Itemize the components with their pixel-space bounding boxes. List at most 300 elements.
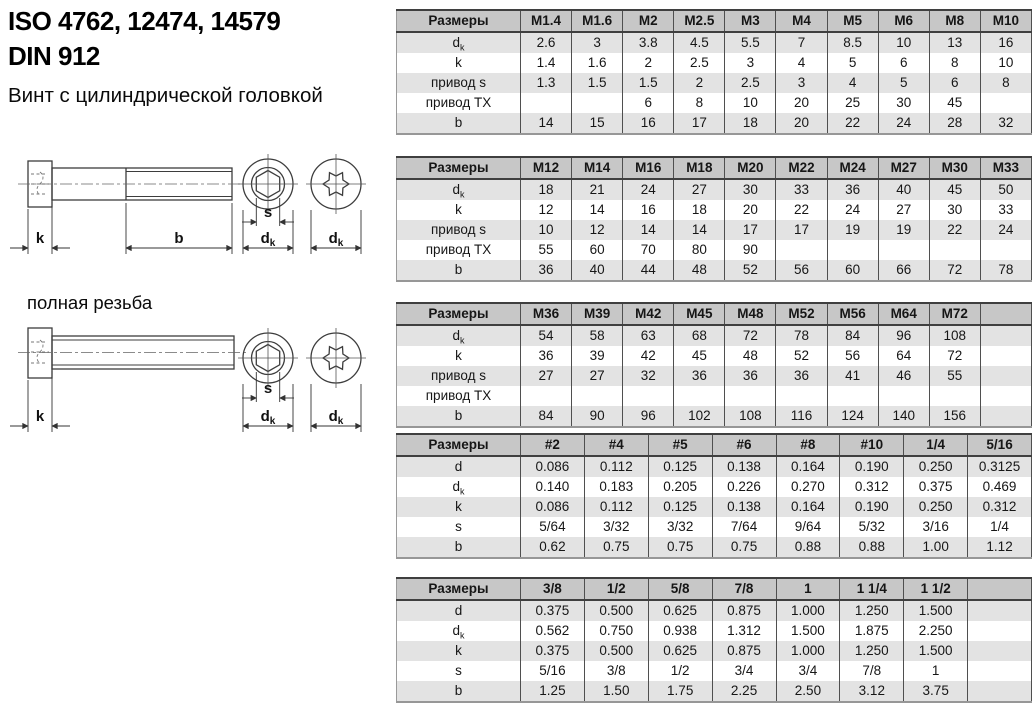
value-cell: 10 (980, 53, 1031, 73)
value-cell: 0.226 (712, 477, 776, 497)
value-cell (980, 386, 1031, 406)
value-cell: 3/4 (776, 661, 840, 681)
value-cell: 5.5 (725, 32, 776, 53)
row-label: привод TX (397, 386, 521, 406)
value-cell: 2 (623, 53, 674, 73)
value-cell: 1/4 (968, 517, 1032, 537)
table-corner-header: Размеры (397, 303, 521, 325)
value-cell (572, 386, 623, 406)
value-cell: 2.5 (674, 53, 725, 73)
column-header: M5 (827, 10, 878, 32)
value-cell: 0.88 (840, 537, 904, 558)
value-cell: 1.5 (623, 73, 674, 93)
column-header: M1.4 (521, 10, 572, 32)
value-cell: 0.270 (776, 477, 840, 497)
value-cell: 3 (776, 73, 827, 93)
value-cell: 0.938 (648, 621, 712, 641)
row-label: s (397, 661, 521, 681)
value-cell: 36 (521, 346, 572, 366)
value-cell: 2.250 (904, 621, 968, 641)
screw-shank (52, 336, 234, 369)
value-cell: 45 (929, 179, 980, 200)
column-header: M52 (776, 303, 827, 325)
value-cell: 6 (623, 93, 674, 113)
value-cell: 1.6 (572, 53, 623, 73)
column-header: M64 (878, 303, 929, 325)
value-cell: 1.312 (712, 621, 776, 641)
value-cell: 0.125 (648, 497, 712, 517)
column-header (980, 303, 1031, 325)
value-cell: 17 (776, 220, 827, 240)
value-cell: 7 (776, 32, 827, 53)
value-cell: 2.25 (712, 681, 776, 702)
dim-label-dk: $d_k$ (260, 408, 276, 427)
value-cell: 45 (674, 346, 725, 366)
value-cell (572, 93, 623, 113)
column-header: M2.5 (674, 10, 725, 32)
value-cell: 16 (623, 200, 674, 220)
value-cell: 21 (572, 179, 623, 200)
value-cell: 24 (980, 220, 1031, 240)
row-label: d (397, 456, 521, 477)
value-cell: 0.875 (712, 600, 776, 621)
value-cell: 96 (623, 406, 674, 427)
value-cell: 41 (827, 366, 878, 386)
value-cell: 0.138 (712, 456, 776, 477)
value-cell: 72 (929, 260, 980, 281)
value-cell: 1.000 (776, 600, 840, 621)
value-cell: 3/32 (648, 517, 712, 537)
row-label: $d_k$ (397, 621, 521, 641)
value-cell: 0.125 (648, 456, 712, 477)
table-metric-m1_4-m10 (396, 9, 1032, 135)
din-number: DIN 912 (8, 41, 100, 72)
value-cell: 17 (674, 113, 725, 134)
value-cell: 1.4 (521, 53, 572, 73)
value-cell: 68 (674, 325, 725, 346)
column-header: 5/8 (648, 578, 712, 600)
column-header: M33 (980, 157, 1031, 179)
value-cell: 27 (878, 200, 929, 220)
screw-drawing-full-thread (6, 318, 392, 460)
value-cell: 27 (521, 366, 572, 386)
value-cell: 10 (878, 32, 929, 53)
value-cell: 90 (725, 240, 776, 260)
value-cell: 0.205 (648, 477, 712, 497)
column-header: M72 (929, 303, 980, 325)
column-header: 1 (776, 578, 840, 600)
row-label: b (397, 406, 521, 427)
screw-drawing-partial-thread (6, 146, 392, 272)
value-cell: 1.5 (572, 73, 623, 93)
value-cell: 0.750 (584, 621, 648, 641)
column-header: 3/8 (521, 578, 585, 600)
column-header: #5 (648, 434, 712, 456)
value-cell: 18 (674, 200, 725, 220)
value-cell: 90 (572, 406, 623, 427)
value-cell: 32 (980, 113, 1031, 134)
value-cell: 102 (674, 406, 725, 427)
value-cell: 32 (623, 366, 674, 386)
value-cell: 108 (929, 325, 980, 346)
value-cell: 0.375 (521, 641, 585, 661)
column-header: M39 (572, 303, 623, 325)
value-cell: 1.250 (840, 600, 904, 621)
screw-head-side (28, 328, 52, 378)
value-cell: 44 (623, 260, 674, 281)
value-cell (980, 366, 1031, 386)
value-cell: 22 (929, 220, 980, 240)
column-header: M16 (623, 157, 674, 179)
column-header: 1/4 (904, 434, 968, 456)
value-cell: 2 (674, 73, 725, 93)
table-row (397, 497, 1032, 517)
value-cell: 0.190 (840, 456, 904, 477)
value-cell: 36 (521, 260, 572, 281)
value-cell: 24 (878, 113, 929, 134)
column-header: M14 (572, 157, 623, 179)
value-cell: 20 (725, 200, 776, 220)
value-cell (827, 386, 878, 406)
value-cell: 48 (725, 346, 776, 366)
value-cell: 3.75 (904, 681, 968, 702)
table-row (397, 366, 1032, 386)
row-label: $d_k$ (397, 477, 521, 497)
row-label: s (397, 517, 521, 537)
value-cell: 12 (521, 200, 572, 220)
socket-hidden-lines (31, 340, 49, 364)
column-header: #8 (776, 434, 840, 456)
value-cell: 1 (904, 661, 968, 681)
value-cell: 0.190 (840, 497, 904, 517)
value-cell: 0.312 (840, 477, 904, 497)
value-cell: 33 (776, 179, 827, 200)
value-cell: 40 (878, 179, 929, 200)
value-cell: 56 (827, 346, 878, 366)
value-cell: 80 (674, 240, 725, 260)
value-cell: 58 (572, 325, 623, 346)
value-cell: 1.875 (840, 621, 904, 641)
value-cell: 6 (878, 53, 929, 73)
table-row (397, 661, 1032, 681)
value-cell: 124 (827, 406, 878, 427)
value-cell: 8 (674, 93, 725, 113)
value-cell: 0.086 (521, 497, 585, 517)
value-cell: 4.5 (674, 32, 725, 53)
table-corner-header: Размеры (397, 434, 521, 456)
table-inch-3_8-1_1_2 (396, 577, 1032, 703)
value-cell: 36 (674, 366, 725, 386)
value-cell: 22 (776, 200, 827, 220)
crosshair (238, 328, 298, 388)
value-cell: 36 (776, 366, 827, 386)
table-metric-m12-m33 (396, 156, 1032, 282)
table-inch-no2-5_16 (396, 433, 1032, 559)
value-cell: 52 (725, 260, 776, 281)
column-header: M2 (623, 10, 674, 32)
value-cell: 96 (878, 325, 929, 346)
column-header: M1.6 (572, 10, 623, 32)
value-cell: 116 (776, 406, 827, 427)
row-label: k (397, 641, 521, 661)
value-cell (674, 386, 725, 406)
value-cell: 0.62 (521, 537, 585, 558)
value-cell: 5 (827, 53, 878, 73)
value-cell (929, 386, 980, 406)
value-cell: 70 (623, 240, 674, 260)
row-label: привод s (397, 73, 521, 93)
column-header: M6 (878, 10, 929, 32)
column-header: M45 (674, 303, 725, 325)
row-label: привод s (397, 220, 521, 240)
value-cell: 0.88 (776, 537, 840, 558)
column-header: #4 (584, 434, 648, 456)
value-cell (521, 386, 572, 406)
value-cell: 78 (980, 260, 1031, 281)
value-cell: 1.12 (968, 537, 1032, 558)
table-row (397, 517, 1032, 537)
row-label: b (397, 537, 521, 558)
value-cell (623, 386, 674, 406)
row-label: k (397, 497, 521, 517)
row-label: k (397, 200, 521, 220)
value-cell: 0.469 (968, 477, 1032, 497)
value-cell: 8 (980, 73, 1031, 93)
value-cell: 18 (725, 113, 776, 134)
value-cell: 72 (725, 325, 776, 346)
table-row (397, 456, 1032, 477)
value-cell (968, 621, 1032, 641)
column-header: M56 (827, 303, 878, 325)
value-cell: 45 (929, 93, 980, 113)
value-cell: 12 (572, 220, 623, 240)
row-label: привод TX (397, 240, 521, 260)
value-cell: 24 (623, 179, 674, 200)
table-row (397, 477, 1032, 497)
row-label: $d_k$ (397, 179, 521, 200)
value-cell: 1.500 (904, 600, 968, 621)
column-header: 7/8 (712, 578, 776, 600)
table-row (397, 32, 1032, 53)
table-row (397, 200, 1032, 220)
value-cell: 84 (521, 406, 572, 427)
value-cell (980, 346, 1031, 366)
value-cell: 84 (827, 325, 878, 346)
value-cell: 14 (521, 113, 572, 134)
row-label: k (397, 346, 521, 366)
value-cell: 19 (878, 220, 929, 240)
column-header: M20 (725, 157, 776, 179)
value-cell: 0.3125 (968, 456, 1032, 477)
table-row (397, 346, 1032, 366)
page-title (8, 4, 280, 74)
row-label: привод s (397, 366, 521, 386)
value-cell: 40 (572, 260, 623, 281)
value-cell: 10 (725, 93, 776, 113)
value-cell: 3/32 (584, 517, 648, 537)
column-header: M12 (521, 157, 572, 179)
table-row (397, 600, 1032, 621)
column-header: M27 (878, 157, 929, 179)
value-cell: 9/64 (776, 517, 840, 537)
value-cell: 18 (521, 179, 572, 200)
value-cell: 55 (929, 366, 980, 386)
table-corner-header: Размеры (397, 157, 521, 179)
value-cell: 8 (929, 53, 980, 73)
crosshair (306, 328, 366, 388)
value-cell: 52 (776, 346, 827, 366)
row-label: $d_k$ (397, 325, 521, 346)
value-cell: 1.3 (521, 73, 572, 93)
value-cell: 108 (725, 406, 776, 427)
value-cell: 0.75 (584, 537, 648, 558)
value-cell: 5/64 (521, 517, 585, 537)
value-cell (776, 240, 827, 260)
value-cell: 0.75 (648, 537, 712, 558)
value-cell: 0.140 (521, 477, 585, 497)
value-cell (827, 240, 878, 260)
column-header: M10 (980, 10, 1031, 32)
value-cell: 0.625 (648, 641, 712, 661)
row-label: $d_k$ (397, 32, 521, 53)
table-corner-header: Размеры (397, 578, 521, 600)
value-cell (980, 406, 1031, 427)
value-cell: 14 (623, 220, 674, 240)
value-cell: 4 (776, 53, 827, 73)
dim-label-k: k (35, 230, 45, 247)
value-cell: 64 (878, 346, 929, 366)
value-cell: 0.562 (521, 621, 585, 641)
value-cell: 0.375 (521, 600, 585, 621)
dim-label-s: s (263, 204, 273, 221)
value-cell: 15 (572, 113, 623, 134)
table-row (397, 240, 1032, 260)
value-cell: 39 (572, 346, 623, 366)
value-cell (725, 386, 776, 406)
value-cell: 140 (878, 406, 929, 427)
row-label: k (397, 53, 521, 73)
value-cell: 1.00 (904, 537, 968, 558)
dim-label-k: k (35, 408, 45, 425)
value-cell: 19 (827, 220, 878, 240)
table-row (397, 73, 1032, 93)
value-cell: 33 (980, 200, 1031, 220)
value-cell: 13 (929, 32, 980, 53)
value-cell (968, 661, 1032, 681)
column-header: M3 (725, 10, 776, 32)
value-cell: 48 (674, 260, 725, 281)
row-label: привод TX (397, 93, 521, 113)
value-cell (968, 681, 1032, 702)
value-cell (968, 641, 1032, 661)
value-cell: 1.500 (904, 641, 968, 661)
value-cell (929, 240, 980, 260)
value-cell: 78 (776, 325, 827, 346)
value-cell: 36 (827, 179, 878, 200)
screw-shank (52, 168, 232, 200)
column-header: M48 (725, 303, 776, 325)
value-cell (980, 240, 1031, 260)
value-cell: 1.000 (776, 641, 840, 661)
dim-label-dk: $d_k$ (328, 408, 344, 427)
value-cell: 5/16 (521, 661, 585, 681)
value-cell: 63 (623, 325, 674, 346)
value-cell: 7/8 (840, 661, 904, 681)
column-header: 1 1/4 (840, 578, 904, 600)
column-header: #10 (840, 434, 904, 456)
value-cell: 55 (521, 240, 572, 260)
column-header: M8 (929, 10, 980, 32)
column-header: M42 (623, 303, 674, 325)
dim-label-b: b (174, 230, 184, 247)
value-cell: 16 (980, 32, 1031, 53)
column-header: M24 (827, 157, 878, 179)
value-cell: 50 (980, 179, 1031, 200)
row-label: b (397, 681, 521, 702)
value-cell: 46 (878, 366, 929, 386)
value-cell: 1.500 (776, 621, 840, 641)
value-cell: 0.086 (521, 456, 585, 477)
value-cell: 20 (776, 93, 827, 113)
dim-label-s: s (263, 380, 273, 397)
value-cell (878, 240, 929, 260)
column-header: #6 (712, 434, 776, 456)
table-row (397, 386, 1032, 406)
table-row (397, 641, 1032, 661)
value-cell: 17 (725, 220, 776, 240)
table-row (397, 220, 1032, 240)
value-cell: 28 (929, 113, 980, 134)
value-cell: 20 (776, 113, 827, 134)
value-cell: 27 (572, 366, 623, 386)
value-cell: 0.75 (712, 537, 776, 558)
value-cell (776, 386, 827, 406)
table-row (397, 179, 1032, 200)
value-cell: 3/16 (904, 517, 968, 537)
value-cell: 0.500 (584, 641, 648, 661)
value-cell: 54 (521, 325, 572, 346)
value-cell (980, 93, 1031, 113)
table-row (397, 93, 1032, 113)
value-cell: 0.138 (712, 497, 776, 517)
table-row (397, 537, 1032, 558)
value-cell: 1.75 (648, 681, 712, 702)
table-row (397, 260, 1032, 281)
column-header (968, 578, 1032, 600)
value-cell: 0.164 (776, 456, 840, 477)
table-row (397, 325, 1032, 346)
value-cell: 0.183 (584, 477, 648, 497)
value-cell: 7/64 (712, 517, 776, 537)
table-corner-header: Размеры (397, 10, 521, 32)
row-label: b (397, 113, 521, 134)
value-cell: 0.250 (904, 497, 968, 517)
value-cell (521, 93, 572, 113)
value-cell: 1.25 (521, 681, 585, 702)
value-cell: 30 (878, 93, 929, 113)
value-cell: 5/32 (840, 517, 904, 537)
value-cell: 8.5 (827, 32, 878, 53)
value-cell: 4 (827, 73, 878, 93)
value-cell: 72 (929, 346, 980, 366)
dim-label-dk: $d_k$ (260, 230, 276, 249)
table-metric-m36-m72 (396, 302, 1032, 428)
value-cell: 60 (827, 260, 878, 281)
value-cell: 3 (572, 32, 623, 53)
value-cell: 2.5 (725, 73, 776, 93)
value-cell (980, 325, 1031, 346)
value-cell: 3/4 (712, 661, 776, 681)
